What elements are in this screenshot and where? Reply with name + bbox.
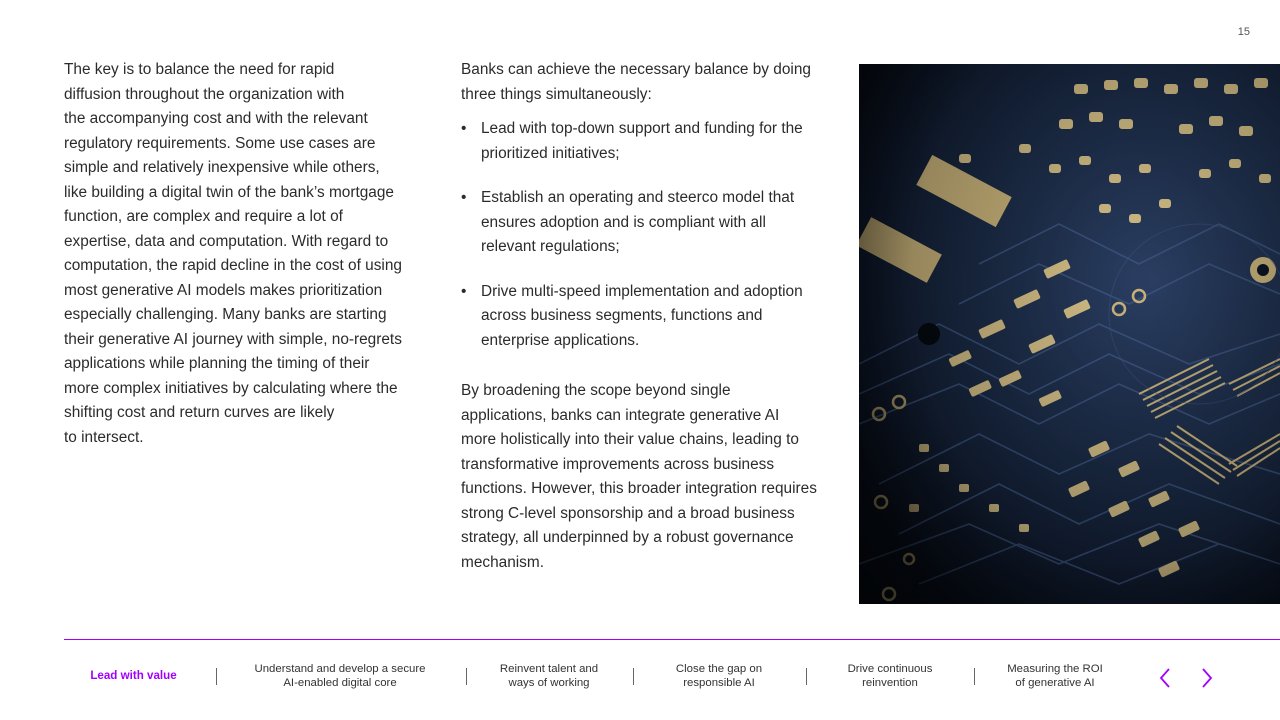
text-line: applications while planning the timing of their [64,355,370,372]
nav-item-label: AI-enabled digital core [283,677,397,689]
nav-item-label: Close the gap on [675,663,763,675]
text-line: diffusion throughout the organization with [64,85,345,103]
text-line: The key is to balance the need for rapid [64,61,335,78]
circuit-board-illustration [859,64,1280,604]
nav-item-responsible-ai[interactable] [659,662,779,690]
footer-divider-line [64,639,1280,640]
nav-item-label: of generative AI [1015,677,1095,689]
bullet-list [461,117,817,353]
circuit-board-photo [859,64,1280,604]
bullet-item [461,280,817,354]
text-line: the accompanying cost and with the relevant [64,110,368,127]
text-line: computation, the rapid decline in the cost of using [64,257,402,274]
text-line: like building a digital twin of the bank’s mortgage [64,183,394,201]
nav-item-label: Reinvent talent and [499,663,599,675]
text-line: especially challenging. Many banks are starting [64,306,387,323]
bullet-dot-icon: • [461,189,467,206]
nav-item-label: responsible AI [683,677,755,689]
text-line: regulatory requirements. Some use cases are [64,134,376,152]
text-line: function, are complex and require a lot of [64,208,343,225]
nav-item-reinvent-talent[interactable] [489,662,609,690]
nav-separator [806,668,807,685]
bullet-dot-icon: • [461,120,467,137]
nav-item-label: Lead with value [90,669,177,682]
left-text-column [64,58,426,450]
chevron-right-icon[interactable] [1194,666,1218,690]
text-line: more complex initiatives by calculating where the [64,379,398,397]
bullet-item [461,186,817,260]
bullet-text: Drive multi-speed implementation and adoption across business segments, functions and enterprise applications. [481,282,803,349]
middle-text-column [461,58,817,575]
nav-separator [466,668,467,685]
page-number: 15 [1237,26,1250,38]
nav-separator [974,668,975,685]
bullet-text: Establish an operating and steerco model that ensures adoption and is compliant with all relevant regulations; [481,189,795,255]
nav-item-label: Understand and develop a secure [254,663,426,675]
nav-item-label: Measuring the ROI [1007,663,1103,675]
nav-item-label: reinvention [862,677,918,689]
section-navigation [64,652,1280,700]
text-line: shifting cost and return curves are likely [64,404,335,421]
nav-item-measuring-roi[interactable] [995,662,1115,690]
bullet-item [461,117,817,166]
nav-item-secure-digital-core[interactable] [240,662,440,690]
chevron-left-icon[interactable] [1154,666,1178,690]
nav-item-continuous-reinvention[interactable] [830,662,950,690]
text-line: simple and relatively inexpensive while others, [64,159,380,176]
nav-separator [216,668,217,685]
nav-item-label: ways of working [508,677,590,689]
nav-item-label: Drive continuous [847,663,933,675]
bullet-dot-icon: • [461,282,467,300]
bullet-text: Lead with top-down support and funding for the prioritized initiatives; [481,120,803,162]
text-line: to intersect. [64,428,144,446]
nav-item-lead-with-value[interactable] [76,669,191,683]
closing-paragraph: By broadening the scope beyond single applications, banks can integrate generative AI more holistically into their value chains, leading to transformative improvements across business functions. However, this broader integration requires strong C-level sponsorship and a broad business strategy, all underpinned by a robust governance mechanism. [461,382,817,571]
intro-paragraph: Banks can achieve the necessary balance by doing three things simultaneously: [461,61,811,103]
text-line: expertise, data and computation. With regard to [64,232,389,250]
nav-separator [633,668,634,685]
text-line: their generative AI journey with simple, no-regrets [64,330,402,348]
text-line: most generative AI models makes prioritization [64,281,383,299]
